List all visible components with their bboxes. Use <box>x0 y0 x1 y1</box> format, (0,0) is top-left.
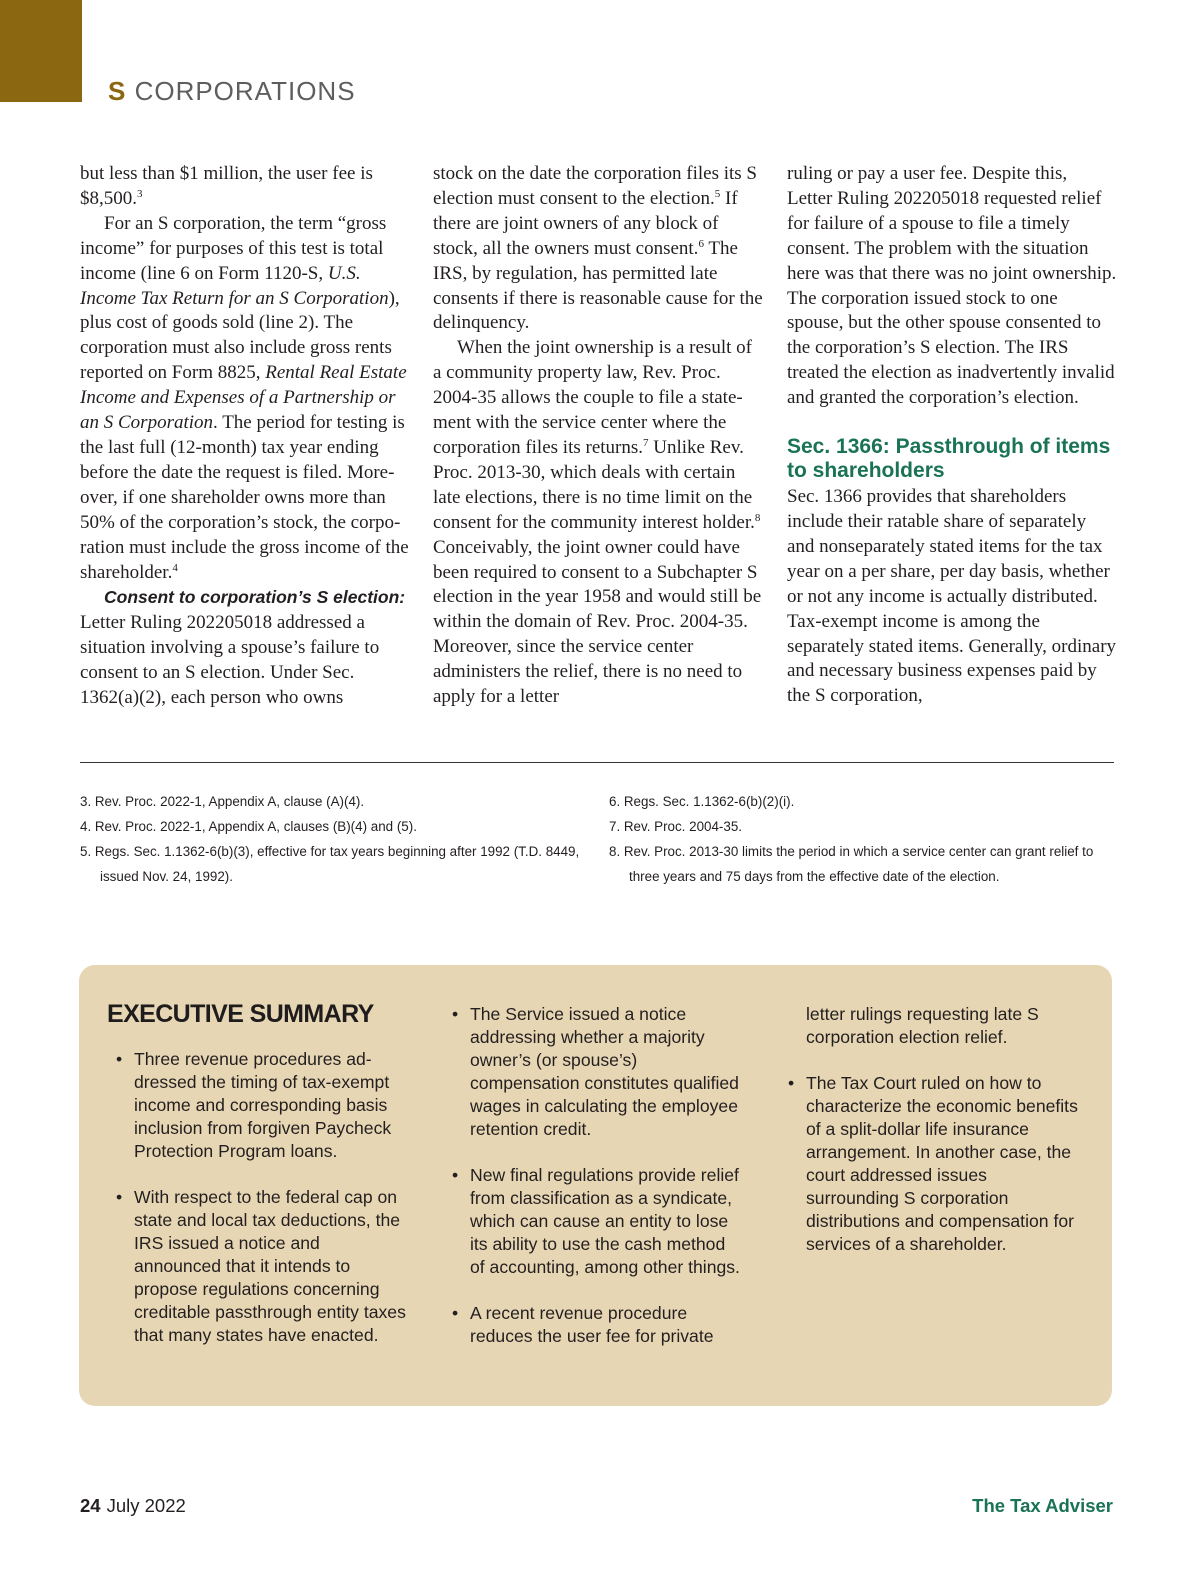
footnote-3: 3. Rev. Proc. 2022-1, Appendix A, clause (A)(4). <box>80 794 365 809</box>
summary-column-3 <box>779 1003 1079 1256</box>
summary-item-text: The Service issued a notice addressing whether a majority owner’s (or spouse’s) compensation constitutes qualified wages in calculating the employee retention credit. <box>470 1004 739 1139</box>
col2-paragraph-2 <box>433 336 765 710</box>
col1-paragraph-3 <box>80 585 412 711</box>
col2-p1-text-b: If there are joint owners of any block of stock, all the owners must consent. <box>433 187 738 259</box>
bullet-icon: • <box>116 1049 123 1069</box>
footnote-8: 8. Rev. Proc. 2013-30 limits the period in which a service center can grant relief to three years and 75 days from the effective date of the election. <box>609 844 1094 884</box>
section-header-title: CORPORATIONS <box>126 76 356 106</box>
bullet-icon: • <box>788 1073 795 1093</box>
summary-item-continued: letter rulings requesting late S corporation election relief. <box>806 1004 1039 1047</box>
summary-item-text: The Tax Court ruled on how to characterize the economic benefits of a split-dollar life insurance arrangement. In another case, the court addressed issues surrounding S corporation distributions and compensation for services of a shareholder. <box>806 1073 1078 1254</box>
col1-p3-text: Letter Ruling 202205018 addressed a situation involving a spouse’s failure to consent to an S election. Under Sec. 1362(a)(2), each person who owns <box>80 612 380 709</box>
summary-column-2 <box>443 1003 743 1348</box>
bullet-icon: • <box>116 1187 123 1207</box>
col2-p1-text-c: The IRS, by regulation, has permitted late consents if there is reasonable cause for the delinquency. <box>433 237 763 334</box>
col2-p2-text-b: Unlike Rev. Proc. 2013-30, which deals with certain late elections, there is no time limit on the consent for the community interest holder. <box>433 436 755 533</box>
body-column-2 <box>433 162 765 710</box>
col1-paragraph-1 <box>80 162 412 212</box>
summary-item <box>107 1186 407 1347</box>
col2-paragraph-1 <box>433 162 765 336</box>
col2-p2-text-a: When the joint ownership is a result of a community property law, Rev. Proc. 2004-35 allows the couple to file a statement with the service center where the corporation files its returns. <box>433 337 752 458</box>
footnote-ref-6: 6 <box>698 237 704 250</box>
col1-p1-text: but less than $1 million, the user fee is $8,500. <box>80 163 373 209</box>
summary-item <box>443 1302 743 1348</box>
summary-column-3-list <box>779 1072 1079 1256</box>
col1-p2-text-a: For an S corporation, the term “gross income” for purposes of this test is total income (line 6 on Form 1120-S, <box>80 212 387 284</box>
page-number: 24 <box>80 1495 101 1516</box>
col1-p2-text-c: . The period for testing is the last full (12-month) tax year ending before the date the request is filed. Moreover, if one shareholder owns more than 50% of the corporation’s stock, the corporation must include the gross income of the shareholder. <box>80 412 409 583</box>
summary-column-1 <box>107 1048 407 1347</box>
summary-item <box>443 1164 743 1279</box>
col1-p2-text-b: ), plus cost of goods sold (line 2). The corporation must also include gross rents reported on Form 8825, <box>80 287 400 384</box>
footnote-4: 4. Rev. Proc. 2022-1, Appendix A, clauses (B)(4) and (5). <box>80 819 417 834</box>
footnotes-left <box>80 789 585 889</box>
section-header <box>108 76 356 107</box>
form-8825-title: Rental Real Estate Income and Expenses of a Partnership or an S Corporation <box>80 362 407 434</box>
footnote-6: 6. Regs. Sec. 1.1362-6(b)(2)(i). <box>609 794 795 809</box>
col3-paragraph-2: Sec. 1366 provides that shareholders include their ratable share of separately and nonseparately stated items for the tax year on a per share, per day basis, whether or not any income is actually distributed. Tax-exempt income is among the separately stated items. Generally, ordinary and necessary business expenses paid by the S corporation, <box>787 486 1117 707</box>
summary-item-text: New final regulations provide relief from classification as a syndicate, which can cause an entity to lose its ability to use the cash method of accounting, among other things. <box>470 1165 740 1277</box>
form-1120s-title: U.S. Income Tax Return for an S Corporation <box>80 262 389 309</box>
footnote-ref-7: 7 <box>643 436 649 449</box>
footnote-ref-4: 4 <box>172 561 178 574</box>
summary-item-text: With respect to the federal cap on state and local tax deductions, the IRS issued a notice and announced that it intends to propose regulations concerning creditable passthrough entity taxes that many states have enacted. <box>134 1187 406 1345</box>
page-footer-left <box>80 1495 186 1517</box>
bullet-icon: • <box>452 1303 459 1323</box>
footnote-7: 7. Rev. Proc. 2004-35. <box>609 819 742 834</box>
executive-summary-box <box>79 965 1112 1406</box>
col1-paragraph-2 <box>80 212 412 586</box>
footnotes-right <box>609 789 1119 889</box>
col2-p1-text-a: stock on the date the corporation files its S election must consent to the election. <box>433 163 757 209</box>
col2-p2-text-c: Conceivably, the joint owner could have been required to consent to a Subchapter S election in the year 1958 and would still be within the domain of Rev. Proc. 2004-35. Moreover, since the service center administers the relief, there is no need to apply for a letter <box>433 536 762 708</box>
bullet-icon: • <box>452 1165 459 1185</box>
gold-color-tab <box>0 0 82 102</box>
footnote-ref-3: 3 <box>137 187 143 200</box>
issue-date: July 2022 <box>106 1495 186 1516</box>
summary-item-text: A recent revenue procedure reduces the user fee for private <box>470 1303 714 1346</box>
summary-item-text: Three revenue procedures addressed the timing of tax-exempt income and corresponding basis inclusion from forgiven Paycheck Protection Program loans. <box>134 1049 392 1161</box>
summary-item <box>443 1003 743 1141</box>
summary-item <box>107 1048 407 1163</box>
body-column-1 <box>80 162 412 711</box>
footnote-ref-8: 8 <box>754 511 761 524</box>
col3-paragraph-1: ruling or pay a user fee. Despite this, Letter Ruling 202205018 requested relief for failure of a spouse to file a timely consent. The problem with the situation here was that there was no joint ownership. The corporation issued stock to one spouse, but the other spouse consented to the corporation’s S election. The IRS treated the election as inadvertently invalid and granted the corporation’s election. <box>787 163 1117 409</box>
section-header-s: S <box>108 76 127 106</box>
bullet-icon: • <box>452 1004 459 1024</box>
section-subheading: Sec. 1366: Passthrough of items to shareholders <box>787 435 1111 483</box>
footnote-divider <box>80 762 1114 763</box>
run-in-heading: Consent to corporation’s S election: <box>104 587 406 608</box>
summary-item <box>779 1072 1079 1256</box>
body-column-3 <box>787 162 1117 709</box>
footnote-ref-5: 5 <box>714 187 721 200</box>
footnote-5: 5. Regs. Sec. 1.1362-6(b)(3), effective for tax years beginning after 1992 (T.D. 8449, issued Nov. 24, 1992). <box>80 844 580 884</box>
executive-summary-title: EXECUTIVE SUMMARY <box>107 1000 374 1028</box>
publication-name: The Tax Adviser <box>972 1495 1113 1516</box>
